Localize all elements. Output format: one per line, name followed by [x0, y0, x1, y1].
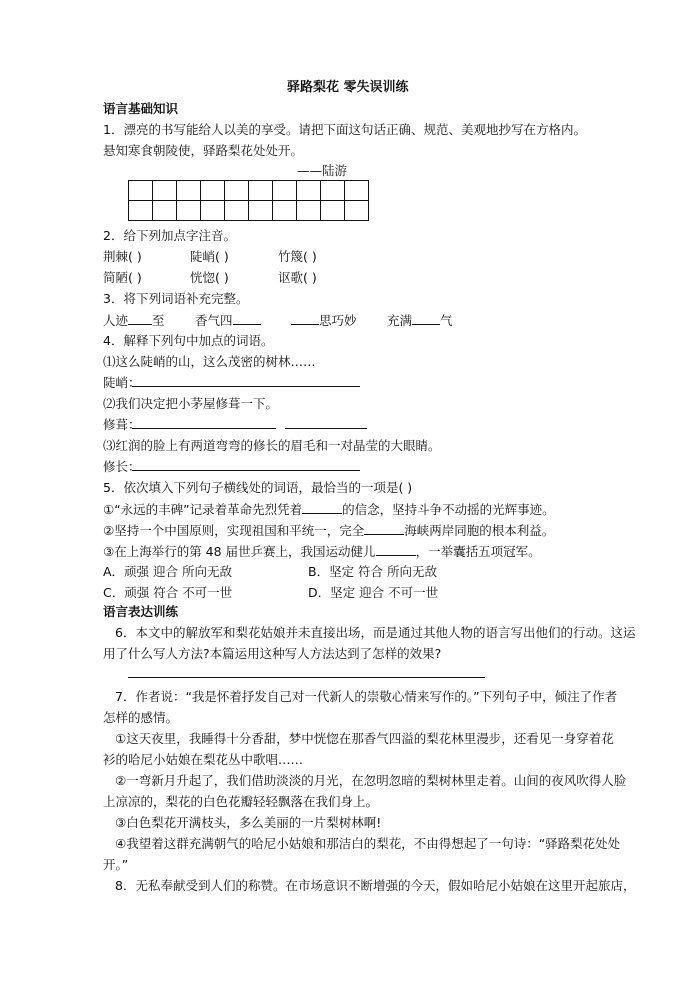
blank-line[interactable]: [376, 543, 416, 556]
q3-text: 人迹: [103, 313, 129, 328]
grid-cell[interactable]: [321, 181, 345, 201]
q7-item-3: ③白色梨花开满枝头，多么美丽的一片梨树林啊!: [115, 815, 382, 830]
blank-line[interactable]: [302, 501, 342, 514]
q3-text: 至: [152, 313, 165, 328]
q5-text: ①“永远的丰碑”记录着革命先烈凭着: [103, 502, 303, 517]
q5-option-d[interactable]: D．坚定 迎合 不可一世: [308, 585, 439, 600]
grid-cell[interactable]: [249, 201, 273, 221]
answer-line[interactable]: [132, 428, 276, 429]
page-title: 驿路梨花 零失误训练: [287, 80, 409, 95]
q4-word-3: 修长：: [103, 459, 141, 474]
q5-text: ②坚持一个中国原则，实现祖国和平统一，完全: [103, 523, 365, 538]
q5-text: 的信念，坚持斗争不动摇的光辉事迹。: [342, 502, 555, 517]
grid-cell[interactable]: [225, 201, 249, 221]
q1-sentence: 悬知寒食朝陵使，驿路梨花处处开。: [103, 143, 304, 158]
q5-sentence-2: [103, 522, 554, 539]
q5-option-a[interactable]: A．顽强 迎合 所向无敌: [103, 564, 232, 579]
q6-line-1: 6．本文中的解放军和梨花姑娘并未直接出场，而是通过其他人物的语言写出他们的行动。这运: [115, 625, 636, 640]
q3-text: 香气四: [195, 313, 233, 328]
q4-word-1: 陡峭：: [103, 375, 141, 390]
q5-text: ，一举囊括五项冠军。: [415, 544, 541, 559]
answer-line[interactable]: [132, 470, 360, 471]
q3-text: 充满: [387, 313, 413, 328]
q6-line-2: 用了什么写人方法?本篇运用这种写人方法达到了怎样的效果?: [103, 646, 442, 661]
grid-cell[interactable]: [201, 201, 225, 221]
grid-cell[interactable]: [273, 201, 297, 221]
q4-prompt: 4．解释下列句中加点的词语。: [103, 333, 274, 348]
q5-prompt: 5．依次填入下列句子横线处的词语，最恰当的一项是( ): [103, 480, 413, 495]
q1-prompt: 1．漂亮的书写能给人以美的享受。请把下面这句话正确、规范、美观地抄写在方格内。: [103, 122, 586, 137]
grid-cell[interactable]: [321, 201, 345, 221]
blank-line[interactable]: [233, 312, 261, 325]
q2-item: 荆棘( ): [103, 249, 142, 264]
q3-item-1: [103, 312, 165, 329]
grid-row: [129, 201, 369, 221]
writing-grid[interactable]: [128, 180, 369, 221]
q5-option-b[interactable]: B．坚定 符合 所向无敌: [308, 564, 438, 579]
q4-sentence-3: ⑶红润的脸上有两道弯弯的修长的眉毛和一对晶莹的大眼睛。: [103, 438, 441, 453]
q3-prompt: 3．将下列词语补充完整。: [103, 291, 249, 306]
q3-item-3: [291, 312, 357, 329]
q8-line-1: 8．无私奉献受到人们的称赞。在市场意识不断增强的今天，假如哈尼小姑娘在这里开起旅店，: [115, 878, 636, 893]
q7-line-1: 7．作者说：“我是怀着抒发自己对一代新人的崇敬心情来写作的。”下列句子中，倾注了作者: [115, 689, 618, 704]
q5-sentence-1: [103, 501, 555, 518]
q7-line-2: 怎样的感情。: [103, 710, 179, 725]
q2-item: 竹篾( ): [278, 249, 317, 264]
section-heading-basic: 语言基础知识: [103, 101, 179, 116]
q7-item-2: ②一弯新月升起了，我们借助淡淡的月光，在忽明忽暗的梨树林里走着。山间的夜风吹得人脸: [115, 773, 627, 788]
section-heading-expression: 语言表达训练: [103, 604, 179, 619]
q2-item: 简陋( ): [103, 270, 142, 285]
q5-text: 海峡两岸同胞的根本利益。: [404, 523, 555, 538]
q2-item: 讴歌( ): [278, 270, 317, 285]
blank-line[interactable]: [412, 312, 440, 325]
q3-item-4: [387, 312, 453, 329]
q4-sentence-2: ⑵我们决定把小茅屋修葺一下。: [103, 396, 279, 411]
grid-cell[interactable]: [297, 181, 321, 201]
q3-text: 气: [440, 313, 453, 328]
q4-sentence-1: ⑴这么陡峭的山，这么茂密的树林……: [103, 354, 316, 369]
grid-cell[interactable]: [153, 181, 177, 201]
q4-word-2: 修葺：: [103, 417, 141, 432]
grid-cell[interactable]: [177, 201, 201, 221]
grid-cell[interactable]: [129, 181, 153, 201]
grid-cell[interactable]: [225, 181, 249, 201]
q3-text: 思巧妙: [319, 313, 357, 328]
q2-item: 陡峭( ): [190, 249, 229, 264]
q7-item-4: ④我望着这群充满朝气的哈尼小姑娘和那洁白的梨花，不由得想起了一句诗：“驿路梨花处处: [115, 836, 621, 851]
grid-row: [129, 181, 369, 201]
q5-sentence-3: [103, 543, 541, 560]
q7-item-1: ①这天夜里，我睡得十分香甜，梦中恍惚在那香气四溢的梨花林里漫步，还看见一身穿着花: [115, 731, 614, 746]
q5-text: ③在上海举行的第 48 届世乒赛上，我国运动健儿: [103, 544, 376, 559]
grid-cell[interactable]: [249, 181, 273, 201]
grid-cell[interactable]: [297, 201, 321, 221]
blank-line[interactable]: [291, 312, 319, 325]
answer-line[interactable]: [285, 428, 367, 429]
q3-item-2: [195, 312, 261, 329]
blank-line[interactable]: [128, 312, 152, 325]
q5-option-c[interactable]: C．顽强 符合 不可一世: [103, 585, 233, 600]
q7-item-2-cont: 上凉凉的，梨花的白色花瓣轻轻飘落在我们身上。: [103, 794, 379, 809]
grid-cell[interactable]: [273, 181, 297, 201]
grid-cell[interactable]: [177, 181, 201, 201]
blank-line[interactable]: [364, 522, 404, 535]
q1-author: ——陆游: [297, 163, 348, 178]
q2-prompt: 2．给下列加点字注音。: [103, 228, 236, 243]
grid-cell[interactable]: [345, 181, 369, 201]
grid-cell[interactable]: [129, 201, 153, 221]
grid-cell[interactable]: [345, 201, 369, 221]
answer-line[interactable]: [128, 677, 485, 678]
answer-line[interactable]: [132, 386, 360, 387]
q2-item: 恍惚( ): [190, 270, 229, 285]
grid-cell[interactable]: [153, 201, 177, 221]
q7-item-1-cont: 衫的哈尼小姑娘在梨花丛中歌唱……: [103, 752, 304, 767]
q7-item-4-cont: 开。”: [103, 857, 129, 872]
grid-cell[interactable]: [201, 181, 225, 201]
